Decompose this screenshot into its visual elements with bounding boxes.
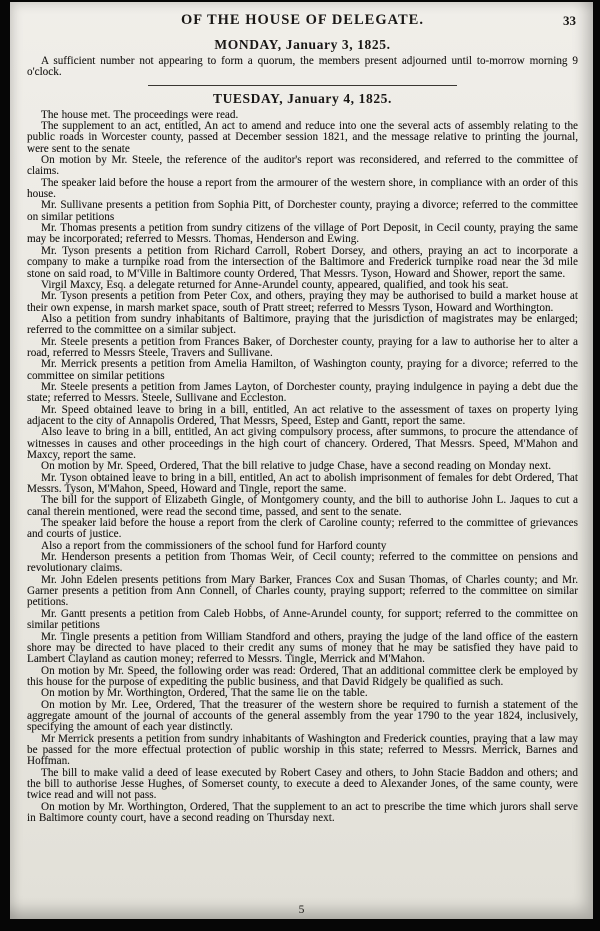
signature-mark: 5 bbox=[298, 904, 305, 916]
paragraph: Mr. Steele presents a petition from James Layton, of Dorchester county, praying indulgence in paying a debt due the state; referred to Messrs. Steele, Sullivane and Eccleston. bbox=[27, 380, 578, 405]
paragraph: Mr. John Edelen presents petitions from Mary Barker, Frances Cox and Susan Thomas, of Charles county; and Mr. Garner presents a petition from Ann Connell, of Charles county, praying support; referred to the committee on similar petitions. bbox=[27, 573, 578, 609]
section-body-monday bbox=[27, 56, 578, 79]
paragraph: Mr. Sullivane presents a petition from Sophia Pitt, of Dorchester county, praying a divorce; referred to the committee on similar petitions bbox=[27, 199, 578, 223]
paragraph: Mr. Tyson presents a petition from Peter Cox, and others, praying they may be authorised to build a market house at their own expense, in marsh market space, south of Pratt street; referred to Messrs Tyson, Howard and Worthington. bbox=[27, 290, 578, 314]
paragraph: On motion by Mr. Lee, Ordered, That the treasurer of the western shore be required to furnish a statement of the aggregate amount of the journal of accounts of the general assembly from the year 1790 to the year 1824, inclusively, specifying the amount of each year distinctly. bbox=[27, 698, 578, 734]
paragraph: On motion by Mr. Worthington, Ordered, That the same lie on the table. bbox=[41, 687, 368, 700]
section-tuesday bbox=[27, 91, 578, 825]
paragraph: Mr. Steele presents a petition from Frances Baker, of Dorchester county, praying for a law to authorise her to alter a road, referred to Messrs Steele, Travers and Sullivane. bbox=[27, 335, 578, 359]
paragraph: Also a petition from sundry inhabitants of Baltimore, praying that the jurisdiction of magistrates may be enlarged; referred to the committee on a similar subject. bbox=[27, 312, 578, 337]
scanned-document-page bbox=[10, 2, 593, 919]
paragraph: On motion by Mr. Worthington, Ordered, That the supplement to an act to prescribe the time which jurors shall serve in Baltimore county court, have a second reading on Thursday next. bbox=[27, 800, 578, 824]
paragraph: The house met. The proceedings were read. bbox=[41, 108, 239, 121]
paragraph: Mr Merrick presents a petition from sundry inhabitants of Washington and Frederick counties, praying that a law may be passed for the more effectual protection of public worship in this state; referred to Messrs. Merrick, Barnes and Hoffman. bbox=[27, 732, 578, 768]
paragraph: The bill for the support of Elizabeth Gingle, of Montgomery county, and the bill to authorise John L. Jaques to cut a canal therein mentioned, were read the second time, passed, and sent to the senate. bbox=[27, 494, 578, 518]
paragraph: Mr. Gantt presents a petition from Caleb Hobbs, of Anne-Arundel county, for support; referred to the committee on similar petitions bbox=[27, 607, 578, 632]
paragraph: The bill to make valid a deed of lease executed by Robert Casey and others, to John Stacie Baddon and others; and the bill to authorise Jesse Hughes, of Somerset county, to execute a deed to Alexander Jones, of the same county, were twice read and will not pass. bbox=[27, 766, 578, 802]
section-heading-tuesday: TUESDAY, January 4, 1825. bbox=[212, 90, 393, 106]
paragraph: Mr. Tyson presents a petition from Richard Carroll, Robert Dorsey, and others, praying an act to incorporate a company to make a turnpike road from the intersection of the Baltimore and Frederick turnpike road near the 3d mile stone on said road, to M'Ville in Baltimore county Ordered, That Messrs. Tyson, Howard and Shower, report the same. bbox=[27, 244, 578, 280]
paragraph: The speaker laid before the house a report from the clerk of Caroline county; referred to the committee of grievances and courts of justice. bbox=[27, 517, 578, 541]
section-body-tuesday bbox=[27, 110, 578, 825]
paragraph: The speaker laid before the house a report from the armourer of the western shore, in compliance with an order of this house. bbox=[27, 176, 578, 201]
section-heading-monday: MONDAY, January 3, 1825. bbox=[214, 37, 391, 52]
page-number: 33 bbox=[563, 13, 576, 28]
paragraph: Mr. Henderson presents a petition from Thomas Weir, of Cecil county; referred to the committee on pensions and revolutionary claims. bbox=[27, 551, 578, 575]
paragraph: Also leave to bring in a bill, entitled, An act giving compulsory process, after summons, to procure the attendance of witnesses in causes and other proceedings in the high court of chancery. Ordered, That Messrs. Speed, M'Mahon and Maxcy, report the same. bbox=[27, 426, 578, 461]
paragraph: Mr. Merrick presents a petition from Amelia Hamilton, of Washington county, praying for a divorce; referred to the committee on similar petitions bbox=[27, 358, 578, 382]
paragraph: The supplement to an act, entitled, An act to amend and reduce into one the several acts of assembly relating to the public roads in Worcester county, passed at December session 1821, and the message relative to printing the journal, were sent to the senate bbox=[27, 120, 578, 155]
paragraph: A sufficient number not appearing to form a quorum, the members present adjourned until to-morrow morning 9 o'clock. bbox=[27, 55, 578, 79]
paragraph: Mr. Thomas presents a petition from sundry citizens of the village of Port Deposit, in Cecil county, praying the same may be incorporated; referred to Messrs. Thomas, Henderson and Ewing. bbox=[27, 222, 578, 246]
paragraph: Virgil Maxcy, Esq. a delegate returned for Anne-Arundel county, appeared, qualified, and took his seat. bbox=[41, 278, 509, 291]
running-head-title: OF THE HOUSE OF DELEGATE. bbox=[181, 12, 424, 28]
paragraph: Mr. Tingle presents a petition from William Standford and others, praying the judge of the land office of the eastern shore may be directed to have placed to their credit any sums of money that he may be satisfied they have paid to Lambert Clayland as caution money; referred to Messrs. Tingle, Merrick and M'Mahon. bbox=[27, 630, 578, 666]
paragraph: Also a report from the commissioners of the school fund for Harford county bbox=[41, 539, 387, 552]
section-divider-rule bbox=[148, 85, 457, 86]
paragraph: Mr. Tyson obtained leave to bring in a bill, entitled, An act to abolish imprisonment of females for debt Ordered, That Messrs. Tyson, M'Mahon, Speed, Howard and Tingle, report the same. bbox=[27, 471, 578, 496]
paragraph: Mr. Speed obtained leave to bring in a bill, entitled, An act relative to the assessment of taxes on property lying adjacent to the city of Annapolis Ordered, That Messrs, Speed, Estep and Gantt, report the same. bbox=[27, 403, 578, 427]
paragraph: On motion by Mr. Steele, the reference of the auditor's report was reconsidered, and referred to the committee of claims. bbox=[27, 154, 578, 178]
paragraph: On motion by Mr. Speed, Ordered, That the bill relative to judge Chase, have a second reading on Monday next. bbox=[41, 460, 552, 473]
paragraph: On motion by Mr. Speed, the following order was read: Ordered, That an additional committee clerk be employed by this house for the purpose of expediting the public business, and that David Ridgely be qualified as such. bbox=[27, 664, 578, 688]
running-head bbox=[27, 10, 578, 32]
section-monday bbox=[27, 37, 578, 79]
